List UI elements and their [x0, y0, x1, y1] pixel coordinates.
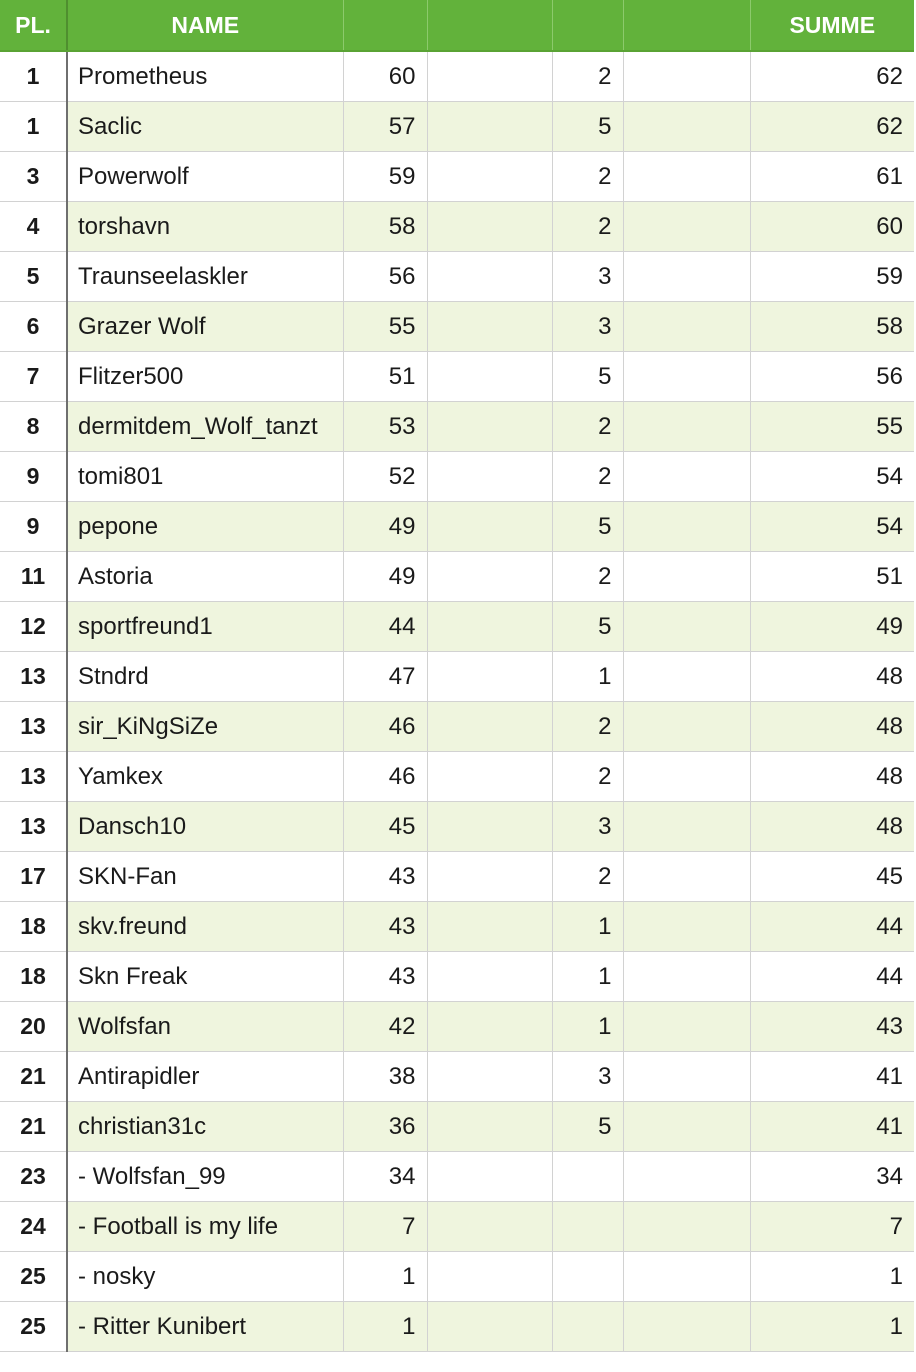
points-a-cell: 1 [343, 1252, 427, 1302]
sum-cell: 59 [750, 252, 914, 302]
points-c-cell: 2 [552, 51, 623, 102]
place-cell: 18 [0, 902, 67, 952]
points-d-cell [623, 752, 750, 802]
table-row[interactable] [0, 1102, 914, 1152]
points-c-cell: 1 [552, 1002, 623, 1052]
table-row[interactable] [0, 1302, 914, 1352]
points-b-cell [427, 952, 552, 1002]
player-name-cell: Astoria [67, 552, 343, 602]
sum-cell: 62 [750, 102, 914, 152]
place-cell: 9 [0, 452, 67, 502]
table-body [0, 51, 914, 1352]
points-b-cell [427, 802, 552, 852]
player-name-cell: dermitdem_Wolf_tanzt [67, 402, 343, 452]
player-name-cell: sportfreund1 [67, 602, 343, 652]
points-b-cell [427, 702, 552, 752]
points-a-cell: 43 [343, 952, 427, 1002]
points-a-cell: 7 [343, 1202, 427, 1252]
sum-cell: 54 [750, 502, 914, 552]
player-name-cell: Yamkex [67, 752, 343, 802]
points-c-cell: 5 [552, 602, 623, 652]
points-c-cell [552, 1252, 623, 1302]
points-c-cell: 5 [552, 352, 623, 402]
table-row[interactable] [0, 952, 914, 1002]
table-row[interactable] [0, 802, 914, 852]
points-d-cell [623, 402, 750, 452]
player-name-cell: - Football is my life [67, 1202, 343, 1252]
place-cell: 12 [0, 602, 67, 652]
sum-cell: 41 [750, 1102, 914, 1152]
points-d-cell [623, 552, 750, 602]
sum-cell: 48 [750, 702, 914, 752]
table-row[interactable] [0, 452, 914, 502]
points-c-cell: 3 [552, 1052, 623, 1102]
table-row[interactable] [0, 552, 914, 602]
place-cell: 6 [0, 302, 67, 352]
table-row[interactable] [0, 1252, 914, 1302]
points-a-cell: 38 [343, 1052, 427, 1102]
player-name-cell: - Ritter Kunibert [67, 1302, 343, 1352]
points-a-cell: 59 [343, 152, 427, 202]
points-a-cell: 44 [343, 602, 427, 652]
player-name-cell: - Wolfsfan_99 [67, 1152, 343, 1202]
points-d-cell [623, 352, 750, 402]
player-name-cell: Skn Freak [67, 952, 343, 1002]
points-b-cell [427, 902, 552, 952]
points-d-cell [623, 902, 750, 952]
points-a-cell: 60 [343, 51, 427, 102]
place-cell: 4 [0, 202, 67, 252]
place-cell: 1 [0, 102, 67, 152]
points-c-cell: 1 [552, 902, 623, 952]
points-b-cell [427, 1102, 552, 1152]
player-name-cell: christian31c [67, 1102, 343, 1152]
points-a-cell: 49 [343, 552, 427, 602]
column-header-c[interactable] [552, 0, 623, 51]
column-header-b[interactable] [427, 0, 552, 51]
place-cell: 13 [0, 652, 67, 702]
points-b-cell [427, 452, 552, 502]
header-row [0, 0, 914, 51]
points-d-cell [623, 1052, 750, 1102]
points-b-cell [427, 1152, 552, 1202]
table-row[interactable] [0, 252, 914, 302]
points-c-cell: 2 [552, 702, 623, 752]
table-row[interactable] [0, 352, 914, 402]
table-row[interactable] [0, 1202, 914, 1252]
points-d-cell [623, 302, 750, 352]
sum-cell: 61 [750, 152, 914, 202]
table-row[interactable] [0, 752, 914, 802]
points-b-cell [427, 1202, 552, 1252]
points-d-cell [623, 1302, 750, 1352]
sum-cell: 43 [750, 1002, 914, 1052]
player-name-cell: Grazer Wolf [67, 302, 343, 352]
points-c-cell: 5 [552, 102, 623, 152]
points-c-cell: 2 [552, 402, 623, 452]
points-c-cell: 3 [552, 802, 623, 852]
points-b-cell [427, 252, 552, 302]
points-b-cell [427, 652, 552, 702]
table-row[interactable] [0, 202, 914, 252]
points-b-cell [427, 1052, 552, 1102]
points-b-cell [427, 752, 552, 802]
column-header-place[interactable]: PL. [0, 0, 67, 51]
place-cell: 17 [0, 852, 67, 902]
points-c-cell: 2 [552, 852, 623, 902]
points-b-cell [427, 1302, 552, 1352]
points-c-cell: 3 [552, 252, 623, 302]
points-d-cell [623, 1202, 750, 1252]
points-b-cell [427, 552, 552, 602]
place-cell: 3 [0, 152, 67, 202]
place-cell: 24 [0, 1202, 67, 1252]
place-cell: 13 [0, 752, 67, 802]
points-d-cell [623, 802, 750, 852]
points-d-cell [623, 252, 750, 302]
column-header-a[interactable] [343, 0, 427, 51]
player-name-cell: Dansch10 [67, 802, 343, 852]
points-c-cell: 5 [552, 502, 623, 552]
points-c-cell: 5 [552, 1102, 623, 1152]
sum-cell: 48 [750, 752, 914, 802]
place-cell: 1 [0, 51, 67, 102]
points-a-cell: 51 [343, 352, 427, 402]
points-c-cell [552, 1202, 623, 1252]
points-d-cell [623, 1252, 750, 1302]
sum-cell: 56 [750, 352, 914, 402]
player-name-cell: skv.freund [67, 902, 343, 952]
sum-cell: 54 [750, 452, 914, 502]
sum-cell: 62 [750, 51, 914, 102]
points-b-cell [427, 1002, 552, 1052]
place-cell: 20 [0, 1002, 67, 1052]
table-header [0, 0, 914, 51]
place-cell: 7 [0, 352, 67, 402]
points-a-cell: 46 [343, 752, 427, 802]
place-cell: 25 [0, 1302, 67, 1352]
points-b-cell [427, 152, 552, 202]
points-c-cell: 2 [552, 752, 623, 802]
table-row[interactable] [0, 652, 914, 702]
player-name-cell: Prometheus [67, 51, 343, 102]
column-header-sum[interactable]: SUMME [750, 0, 914, 51]
points-a-cell: 43 [343, 902, 427, 952]
table-row[interactable] [0, 1052, 914, 1102]
player-name-cell: Powerwolf [67, 152, 343, 202]
points-d-cell [623, 502, 750, 552]
player-name-cell: SKN-Fan [67, 852, 343, 902]
sum-cell: 55 [750, 402, 914, 452]
player-name-cell: Saclic [67, 102, 343, 152]
points-c-cell: 1 [552, 652, 623, 702]
points-c-cell [552, 1302, 623, 1352]
points-d-cell [623, 602, 750, 652]
table-row[interactable] [0, 502, 914, 552]
sum-cell: 58 [750, 302, 914, 352]
sum-cell: 7 [750, 1202, 914, 1252]
points-b-cell [427, 302, 552, 352]
points-a-cell: 1 [343, 1302, 427, 1352]
table-row[interactable] [0, 702, 914, 752]
points-a-cell: 49 [343, 502, 427, 552]
sum-cell: 60 [750, 202, 914, 252]
points-d-cell [623, 952, 750, 1002]
table-row[interactable] [0, 402, 914, 452]
points-a-cell: 58 [343, 202, 427, 252]
points-c-cell: 1 [552, 952, 623, 1002]
points-c-cell: 3 [552, 302, 623, 352]
table-row[interactable] [0, 1152, 914, 1202]
points-a-cell: 34 [343, 1152, 427, 1202]
table-row[interactable] [0, 902, 914, 952]
place-cell: 9 [0, 502, 67, 552]
player-name-cell: - nosky [67, 1252, 343, 1302]
points-a-cell: 56 [343, 252, 427, 302]
points-b-cell [427, 352, 552, 402]
player-name-cell: Traunseelaskler [67, 252, 343, 302]
place-cell: 21 [0, 1102, 67, 1152]
table-row[interactable] [0, 852, 914, 902]
table-row[interactable] [0, 302, 914, 352]
column-header-d[interactable] [623, 0, 750, 51]
points-c-cell: 2 [552, 452, 623, 502]
sum-cell: 48 [750, 652, 914, 702]
place-cell: 11 [0, 552, 67, 602]
player-name-cell: tomi801 [67, 452, 343, 502]
points-d-cell [623, 152, 750, 202]
sum-cell: 1 [750, 1302, 914, 1352]
points-a-cell: 43 [343, 852, 427, 902]
place-cell: 13 [0, 702, 67, 752]
points-d-cell [623, 452, 750, 502]
points-d-cell [623, 1152, 750, 1202]
sum-cell: 41 [750, 1052, 914, 1102]
points-c-cell: 2 [552, 552, 623, 602]
player-name-cell: Stndrd [67, 652, 343, 702]
points-a-cell: 45 [343, 802, 427, 852]
points-d-cell [623, 1002, 750, 1052]
points-d-cell [623, 852, 750, 902]
sum-cell: 49 [750, 602, 914, 652]
points-c-cell: 2 [552, 202, 623, 252]
points-b-cell [427, 852, 552, 902]
place-cell: 23 [0, 1152, 67, 1202]
points-a-cell: 57 [343, 102, 427, 152]
sum-cell: 45 [750, 852, 914, 902]
sum-cell: 51 [750, 552, 914, 602]
place-cell: 21 [0, 1052, 67, 1102]
place-cell: 8 [0, 402, 67, 452]
points-a-cell: 53 [343, 402, 427, 452]
place-cell: 25 [0, 1252, 67, 1302]
sum-cell: 44 [750, 952, 914, 1002]
points-b-cell [427, 502, 552, 552]
points-a-cell: 42 [343, 1002, 427, 1052]
points-d-cell [623, 652, 750, 702]
table-row[interactable] [0, 102, 914, 152]
points-b-cell [427, 51, 552, 102]
player-name-cell: Antirapidler [67, 1052, 343, 1102]
table-row[interactable] [0, 51, 914, 102]
player-name-cell: Flitzer500 [67, 352, 343, 402]
player-name-cell: Wolfsfan [67, 1002, 343, 1052]
points-b-cell [427, 202, 552, 252]
points-d-cell [623, 202, 750, 252]
points-a-cell: 46 [343, 702, 427, 752]
sum-cell: 1 [750, 1252, 914, 1302]
sum-cell: 48 [750, 802, 914, 852]
sum-cell: 44 [750, 902, 914, 952]
points-b-cell [427, 1252, 552, 1302]
table-row[interactable] [0, 602, 914, 652]
points-b-cell [427, 102, 552, 152]
place-cell: 5 [0, 252, 67, 302]
points-a-cell: 47 [343, 652, 427, 702]
place-cell: 13 [0, 802, 67, 852]
player-name-cell: pepone [67, 502, 343, 552]
table-row[interactable] [0, 1002, 914, 1052]
sum-cell: 34 [750, 1152, 914, 1202]
place-cell: 18 [0, 952, 67, 1002]
points-c-cell [552, 1152, 623, 1202]
points-d-cell [623, 702, 750, 752]
points-d-cell [623, 102, 750, 152]
player-name-cell: torshavn [67, 202, 343, 252]
table-row[interactable] [0, 152, 914, 202]
points-b-cell [427, 602, 552, 652]
points-a-cell: 52 [343, 452, 427, 502]
column-header-name[interactable]: NAME [67, 0, 343, 51]
player-name-cell: sir_KiNgSiZe [67, 702, 343, 752]
points-a-cell: 55 [343, 302, 427, 352]
points-d-cell [623, 51, 750, 102]
points-c-cell: 2 [552, 152, 623, 202]
points-b-cell [427, 402, 552, 452]
points-a-cell: 36 [343, 1102, 427, 1152]
points-d-cell [623, 1102, 750, 1152]
